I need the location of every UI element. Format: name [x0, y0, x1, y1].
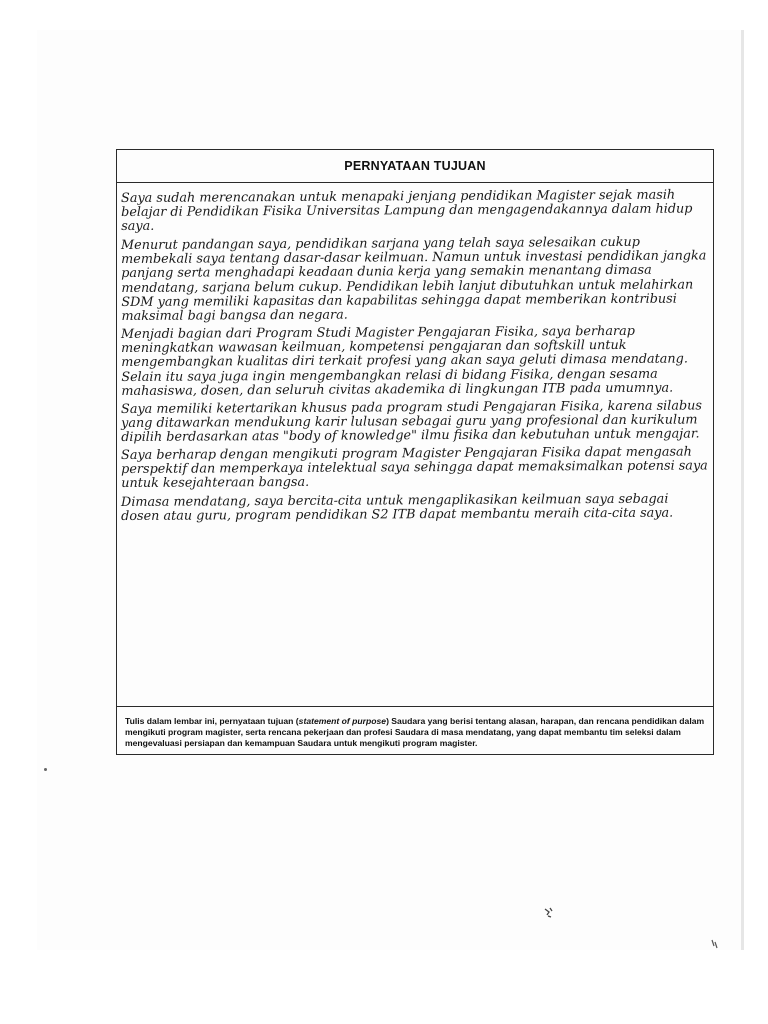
statement-paragraph: Saya sudah merencanakan untuk menapaki jenjang pendidikan Magister sejak masih belajar di Pendidikan Fisika Universitas Lampung dan mengagendakannya dalam hidup saya. [120, 187, 693, 235]
instruction-text-start: Tulis dalam lembar ini, pernyataan tujuan ( [125, 716, 299, 726]
ink-mark-icon [543, 906, 555, 918]
statement-paragraph: Saya memiliki ketertarikan khusus pada program studi Pengajaran Fisika, karena silabus yang ditawarkan mendukung karir lulusan sebagai guru yang profesional dan kurikulum dipilih berdasarkan atas "body of knowledge" ilmu fisika dan kebutuhan untuk mengajar. [120, 398, 702, 446]
instruction-text-end: ) Saudara yang berisi tentang alasan, harapan, dan rencana pendidikan dalam mengikuti program magister, serta rencana pekerjaan dan profesi Saudara di masa mendatang, yang dapat membantu tim seleksi dalam mengevaluasi persiapan dan kemampuan Saudara untuk mengikuti program magister. [125, 716, 705, 749]
statement-form [116, 149, 714, 755]
statement-paragraph: Dimasa mendatang, saya bercita-cita untuk mengaplikasikan keilmuan saya sebagai dosen atau guru, program pendidikan S2 ITB dapat membantu meraih cita-cita saya. [120, 491, 674, 525]
instruction-box [117, 706, 713, 754]
scan-speck [44, 768, 47, 771]
page-edge [741, 30, 744, 950]
statement-paragraph: Saya berharap dengan mengikuti program Magister Pengajaran Fisika dapat mengasah perspektif dan memperkaya intelektual saya sehingga dapat memaksimalkan potensi saya untuk kesejahteraan bangsa. [120, 444, 708, 492]
statement-paragraph: Menjadi bagian dari Program Studi Magister Pengajaran Fisika, saya berharap meningkatkan wawasan keilmuan, kompetensi pengajaran dan softskill untuk mengembangkan kualitas diri terkait profesi yang akan saya geluti dimasa mendatang. Selain itu saya juga ingin mengembangkan relasi di bidang Fisika, dengan sesama mahasiswa, dosen, dan seluruh civitas akademika di lingkungan ITB pada umumnya. [120, 323, 688, 399]
form-title: PERNYATAAN TUJUAN [344, 159, 486, 173]
statement-paragraph: Menurut pandangan saya, pendidikan sarjana yang telah saya selesaikan cukup membekali saya tentang dasar-dasar keilmuan. Namun untuk investasi pendidikan jangka panjang serta menghadapi keadaan dunia kerja yang semakin menantang dimasa mendatang, sarjana belum cukup. Pendidikan lebih lanjut dibutuhkan untuk melahirkan SDM yang memiliki kapasitas dan kapabilitas sehingga dapat memberikan kontribusi maksimal bagi bangsa dan negara. [120, 234, 707, 324]
title-row [117, 150, 713, 183]
ink-mark-icon [709, 938, 721, 950]
handwritten-statement [120, 187, 709, 692]
instruction-text [125, 716, 705, 750]
instruction-emphasis: statement of purpose [298, 716, 387, 726]
